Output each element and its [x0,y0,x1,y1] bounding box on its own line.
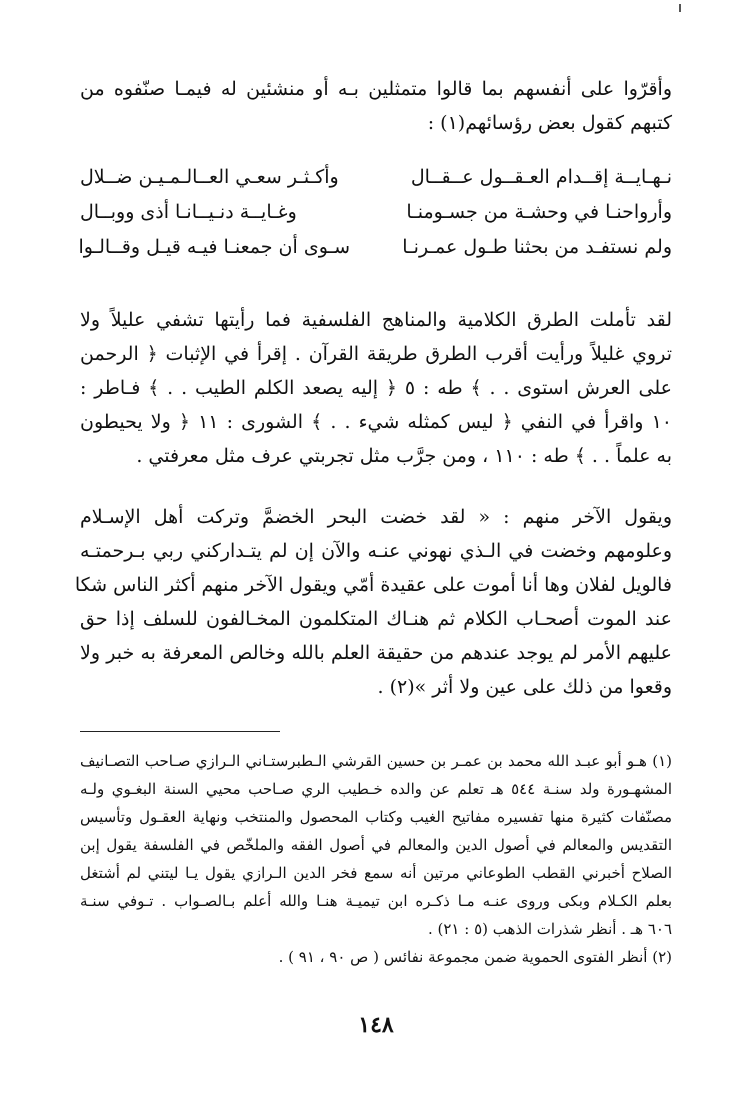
text-line: وقعوا من ذلك على عين ولا أثر »(٢) . [377,676,672,698]
text-line: على العرش استوى . . ﴾ طه : ٥ ﴿ إليه يصعد الكلم الطيب . . ﴾ فـاطر : [80,377,672,399]
text-line: وعلومهم وخضت في الـذي نهوني عنـه والآن إن لم يتـداركني ربي بـرحمتـه [80,540,672,562]
footnote-line: بعلم الكـلام وبكى وروى عنـه مـا ذكـره ابن تيميـة هنـا والله أعلم بـالصـواب . تـوفي سنـة [80,892,672,910]
body-paragraph-2 [74,500,672,704]
text-line: به علماً . . ﴾ طه : ١١٠ ، ومن جرَّب مثل تجربتي عرف مثل معرفتي . [136,445,672,467]
text-line: تروي غليلاً ورأيت أقرب الطرق طريقة القرآن . إقرأ في الإثبات ﴿ الرحمن [80,343,672,365]
footnote-line: ٦٠٦ هـ . أنظر شذرات الذهب (٥ : ٢١) . [427,920,672,938]
scan-speck [679,4,681,12]
verse-first-hemistich: وأرواحنـا في وحشـة من جسـومنـا [406,201,672,223]
body-paragraph-1 [80,303,672,473]
verse-first-hemistich: ولم نستفـد من بحثنا طـول عمـرنـا [402,236,672,258]
verse-second-hemistich: وأكـثـر سعـي العــالـمـيـن ضــلال [80,166,339,188]
footnote-divider [80,731,280,732]
verse-first-hemistich: نـهـايــة إقــدام العـقــول عــقــال [410,166,672,188]
intro-paragraph [80,72,672,140]
text-line: ويقول الآخر منهم : « لقد خضت البحر الخضمَّ وتركت أهل الإسـلام [80,506,672,528]
verse-second-hemistich: سـوى أن جمعنـا فيـه قيـل وقــالـوا [78,236,350,258]
poem-verses [80,160,672,265]
text-line: فالويل لفلان وها أنا أموت على عقيدة أمّي ويقول الآخر منهم أكثر الناس شكا [74,574,672,596]
text-line: عند الموت أصحـاب الكلام ثم هنـاك المتكلمون المخـالفون للسلف إذا حق [80,608,672,630]
footnote-line: مصنّفات كثيرة منها تفسيره مفاتيح الغيب وكتاب المحصول والمنتخب ونهاية العقـول وتأسيس [80,808,672,826]
footnote-line: الصلاح أخبرني القطب الطوعاني مرتين أنه سمع فخر الدين الـرازي يقول يـا ليتني لم أشتغل [80,864,672,882]
footnote-line: (١) هـو أبو عبـد الله محمد بن عمـر بن حسين القرشي الـطبرستـاني الـرازي صـاحب التصـانيف [80,752,672,770]
verse [80,230,672,265]
footnotes [80,747,672,971]
verse-second-hemistich: وغـايــة دنـيــانـا أذى ووبــال [80,201,297,223]
text-line: ١٠ واقرأ في النفي ﴿ ليس كمثله شيء . . ﴾ الشورى : ١١ ﴿ ولا يحيطون [80,411,672,433]
verse [80,160,672,195]
footnote-line: المشهـورة ولد سنـة ٥٤٤ هـ تعلم عن والده خـطيب الري صـاحب محيي السنة البغـوي ولـه [80,780,672,798]
text-line: عليهم الأمر لم يوجد عندهم من حقيقة العلم بالله وخالص المعرفة به خبر ولا [80,642,672,664]
text-line: كتبهم كقول بعض رؤسائهم(١) : [427,112,672,134]
footnote-line: التقديس والمعالم في أصول الدين والمعالم في أصول الفقه والملخّص في الفلسفة يقول إبن [80,836,672,854]
verse [80,195,672,230]
text-line: لقد تأملت الطرق الكلامية والمناهج الفلسفية فما رأيتها تشفي عليلاً ولا [80,309,672,331]
page-number: ١٤٨ [358,1012,394,1038]
text-line: وأقرّوا على أنفسهم بما قالوا متمثلين بـه أو منشئين له فيمـا صنّفوه من [80,78,672,100]
footnote-line: (٢) أنظر الفتوى الحموية ضمن مجموعة نفائس ( ص ٩٠ ، ٩١ ) . [278,948,672,966]
